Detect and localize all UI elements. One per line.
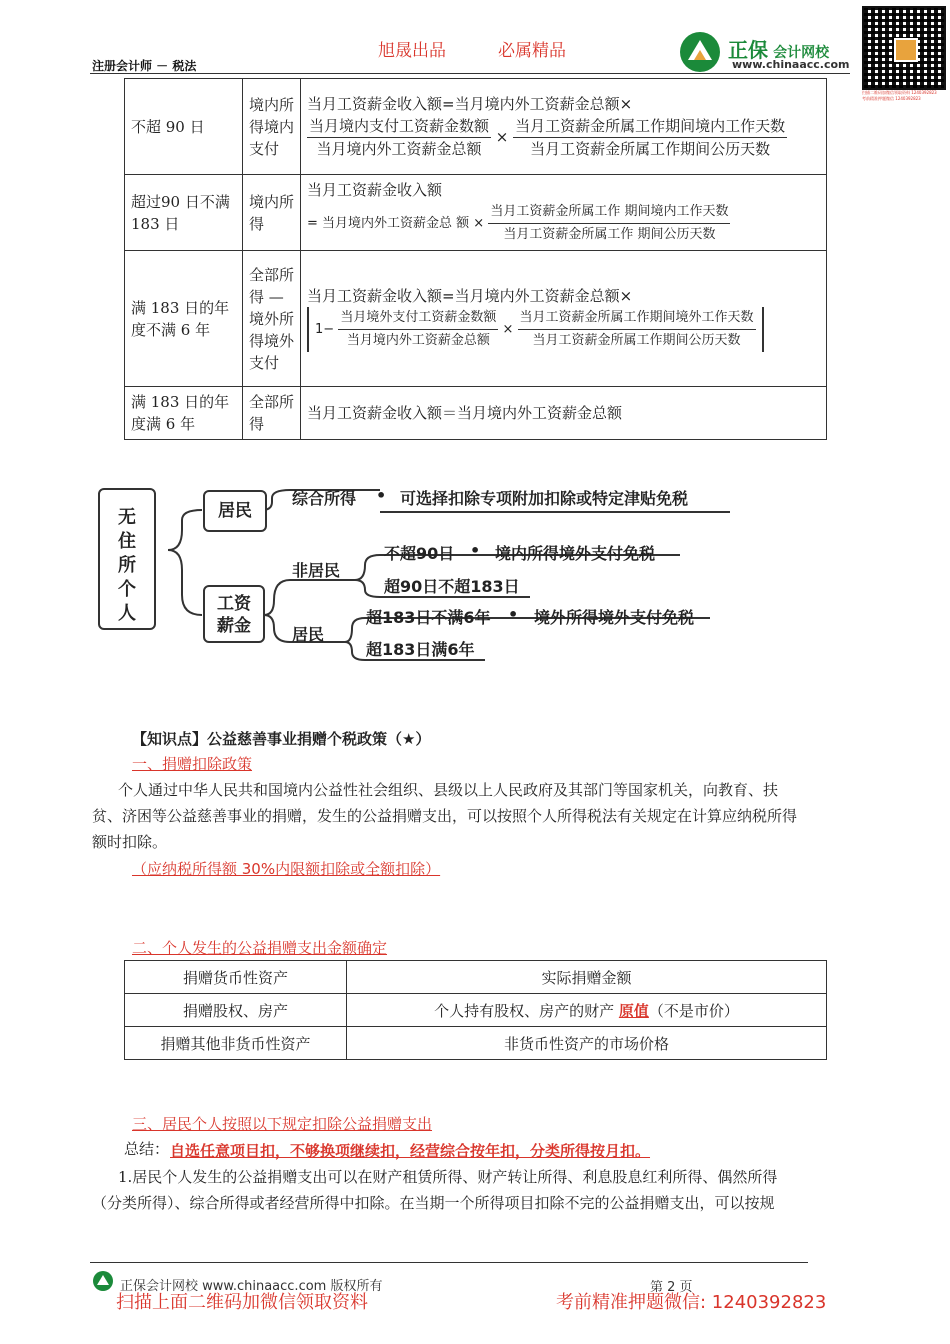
chinaacc-logo-icon: [92, 1270, 114, 1292]
table-row: [125, 175, 827, 251]
period-cell: 超过90 日不满183 日: [125, 175, 243, 251]
formula-eq: = 当月境内外工资薪金总 额 ×: [307, 216, 485, 231]
page-number: 第 2 页: [650, 1280, 693, 1295]
header-rule: [90, 73, 850, 74]
qr-center-badge: [894, 38, 918, 62]
table-row: [125, 79, 827, 175]
nr-a: 不超90日: [384, 544, 455, 563]
logo-url: www.chinaacc.com: [732, 58, 850, 71]
period-cell: 满 183 日的年度满 6 年: [125, 387, 243, 440]
formula-cell: [301, 251, 827, 387]
amount-cell: 实际捐赠金额: [347, 961, 827, 994]
summary-label: 总结：: [124, 1140, 170, 1158]
resident-detail: 可选择扣除专项附加扣除或特定津贴免税: [400, 489, 689, 508]
root-node: 无住所个人: [98, 488, 156, 630]
formula-head: 当月工资薪金收入额=当月境内外工资薪金总额×: [307, 95, 633, 113]
nonresident-label: 非居民: [292, 561, 341, 580]
resident-note: 综合所得: [292, 489, 357, 508]
section1-title: 一、捐赠扣除政策: [132, 755, 253, 773]
brand-a: 旭晟出品: [378, 41, 446, 61]
scope-cell: 境内所得: [243, 175, 301, 251]
donation-amount-table: [124, 960, 827, 1060]
salary-node: 工资薪金: [203, 585, 265, 643]
r-a: 超183日不满6年: [366, 608, 491, 627]
table-row: [125, 961, 827, 994]
header-left-title: 注册会计师 － 税法: [92, 59, 197, 73]
table-row: [125, 251, 827, 387]
section2-title: 二、个人发生的公益捐赠支出金额确定: [132, 939, 388, 957]
nr-a-detail: 境内所得境外支付免税: [495, 544, 656, 563]
para1-line2: （分类所得）、综合所得或者经营所得中扣除。在当期一个所得项目扣除不完的公益捐赠支出，可以按规: [92, 1194, 775, 1212]
resident2-label: 居民: [292, 625, 325, 644]
fraction: $\frac{\text{当月境外支付工资薪金数额}}{\text{当月境内外工资薪金总额}}$: [338, 307, 498, 352]
para1-line1: 1.居民个人发生的公益捐赠支出可以在财产租赁所得、财产转让所得、利息股息红利所得、偶然所得: [118, 1168, 778, 1186]
logo-name: 正保: [728, 38, 768, 62]
fraction: $\frac{\text{当月境内支付工资薪金数额}}{\text{当月境内外工资薪金总额}}$: [309, 117, 490, 158]
amount-cell: 个人持有股权、房产的财产 原值（不是市价）: [347, 994, 827, 1027]
formula-head: 当月工资薪金收入额=当月境内外工资薪金总额×: [307, 287, 633, 305]
bracket: 1− $\frac{\text{当月境外支付工资薪金数额}}{\text{当月境内外工资薪金总额}}$ × $\frac{\text{当月工资薪金所属工作期间境外工作天数}}{\text{当月工资薪金所属工作期间公历天数}}$: [307, 307, 764, 352]
bullet: •: [508, 605, 519, 624]
amount-cell: 非货币性资产的市场价格: [347, 1027, 827, 1060]
period-cell: 不超 90 日: [125, 79, 243, 175]
r-b: 超183日满6年: [366, 640, 475, 659]
item-cell: 捐赠货币性资产: [125, 961, 347, 994]
section3-title: 三、居民个人按照以下规定扣除公益捐赠支出: [132, 1115, 433, 1133]
formula-head: 当月工资薪金收入额＝当月境内外工资薪金总额: [307, 404, 623, 422]
period-cell: 满 183 日的年度不满 6 年: [125, 251, 243, 387]
scope-cell: 全部所得 — 境外所得境外支付: [243, 251, 301, 387]
knowledge-title: 【知识点】公益慈善事业捐赠个税政策（★）: [132, 730, 431, 748]
bullet: •: [376, 486, 387, 505]
qr-code[interactable]: [862, 6, 946, 90]
footer-right-red: 考前精准押题微信: 1240392823: [556, 1292, 827, 1313]
bullet: •: [470, 541, 481, 560]
qr-note-b: 考前精准押题微信 1240392823: [862, 96, 921, 101]
footer-left-red: 扫描上面二维码加微信领取资料: [116, 1292, 368, 1313]
section1-para-line1: 个人通过中华人民共和国境内公益性社会组织、县级以上人民政府及其部门等国家机关，向教育、扶: [118, 781, 779, 799]
section1-note: （应纳税所得额 30%内限额扣除或全额扣除）: [132, 860, 441, 878]
table-row: [125, 387, 827, 440]
fraction: $\frac{\text{当月工资薪金所属工作期间境内工作天数}}{\text{当月工资薪金所属工作期间公历天数}}$: [515, 117, 786, 158]
table-row: [125, 994, 827, 1027]
fraction: $\frac{\text{当月工资薪金所属工作期间境外工作天数}}{\text{当月工资薪金所属工作期间公历天数}}$: [518, 307, 756, 352]
section1-para-line3: 额时扣除。: [92, 833, 168, 851]
nr-b: 超90日不超183日: [384, 577, 520, 596]
brand-b: 必属精品: [498, 41, 566, 61]
salary-income-table: [124, 78, 827, 440]
fraction: $\frac{\text{当月工资薪金所属工作 期间境内工作天数}}{\text{当月工资薪金所属工作 期间公历天数}}$: [488, 201, 730, 246]
original-value-key: 原值: [618, 1001, 649, 1020]
qr-note-a: 扫描二维码加微信领取资料 1240392823: [862, 90, 937, 95]
resident-node: 居民: [203, 490, 267, 532]
chinaacc-logo-icon: [678, 30, 722, 74]
scope-cell: 境内所得境内支付: [243, 79, 301, 175]
section1-para-line2: 贫、济困等公益慈善事业的捐赠，发生的公益捐赠支出，可以按照个人所得税法有关规定在计算应纳税所得: [92, 807, 798, 825]
scope-cell: 全部所得: [243, 387, 301, 440]
formula-cell: [301, 175, 827, 251]
formula-cell: [301, 387, 827, 440]
formula-head: 当月工资薪金收入额: [307, 181, 443, 199]
footer-rule: [90, 1262, 808, 1263]
table-row: [125, 1027, 827, 1060]
footer-copyright: 正保会计网校 www.chinaacc.com 版权所有: [120, 1279, 383, 1294]
item-cell: 捐赠其他非货币性资产: [125, 1027, 347, 1060]
r-a-detail: 境外所得境外支付免税: [534, 608, 695, 627]
item-cell: 捐赠股权、房产: [125, 994, 347, 1027]
formula-cell: 当月工资薪金收入额=当月境内外工资薪金总额× $\frac{\text{当月境内支付工资薪金数额}}{\text{当月境内外工资薪金总额}}$ × $\frac{\text{当月工资薪金所属工作期间境内工作天数}}{\text{当月工资薪金所属工作期间公历天数}}$: [301, 79, 827, 175]
summary-text: 自选任意项目扣，不够换项继续扣，经营综合按年扣，分类所得按月扣。: [170, 1142, 651, 1160]
logo-sub: 会计网校: [773, 45, 830, 61]
